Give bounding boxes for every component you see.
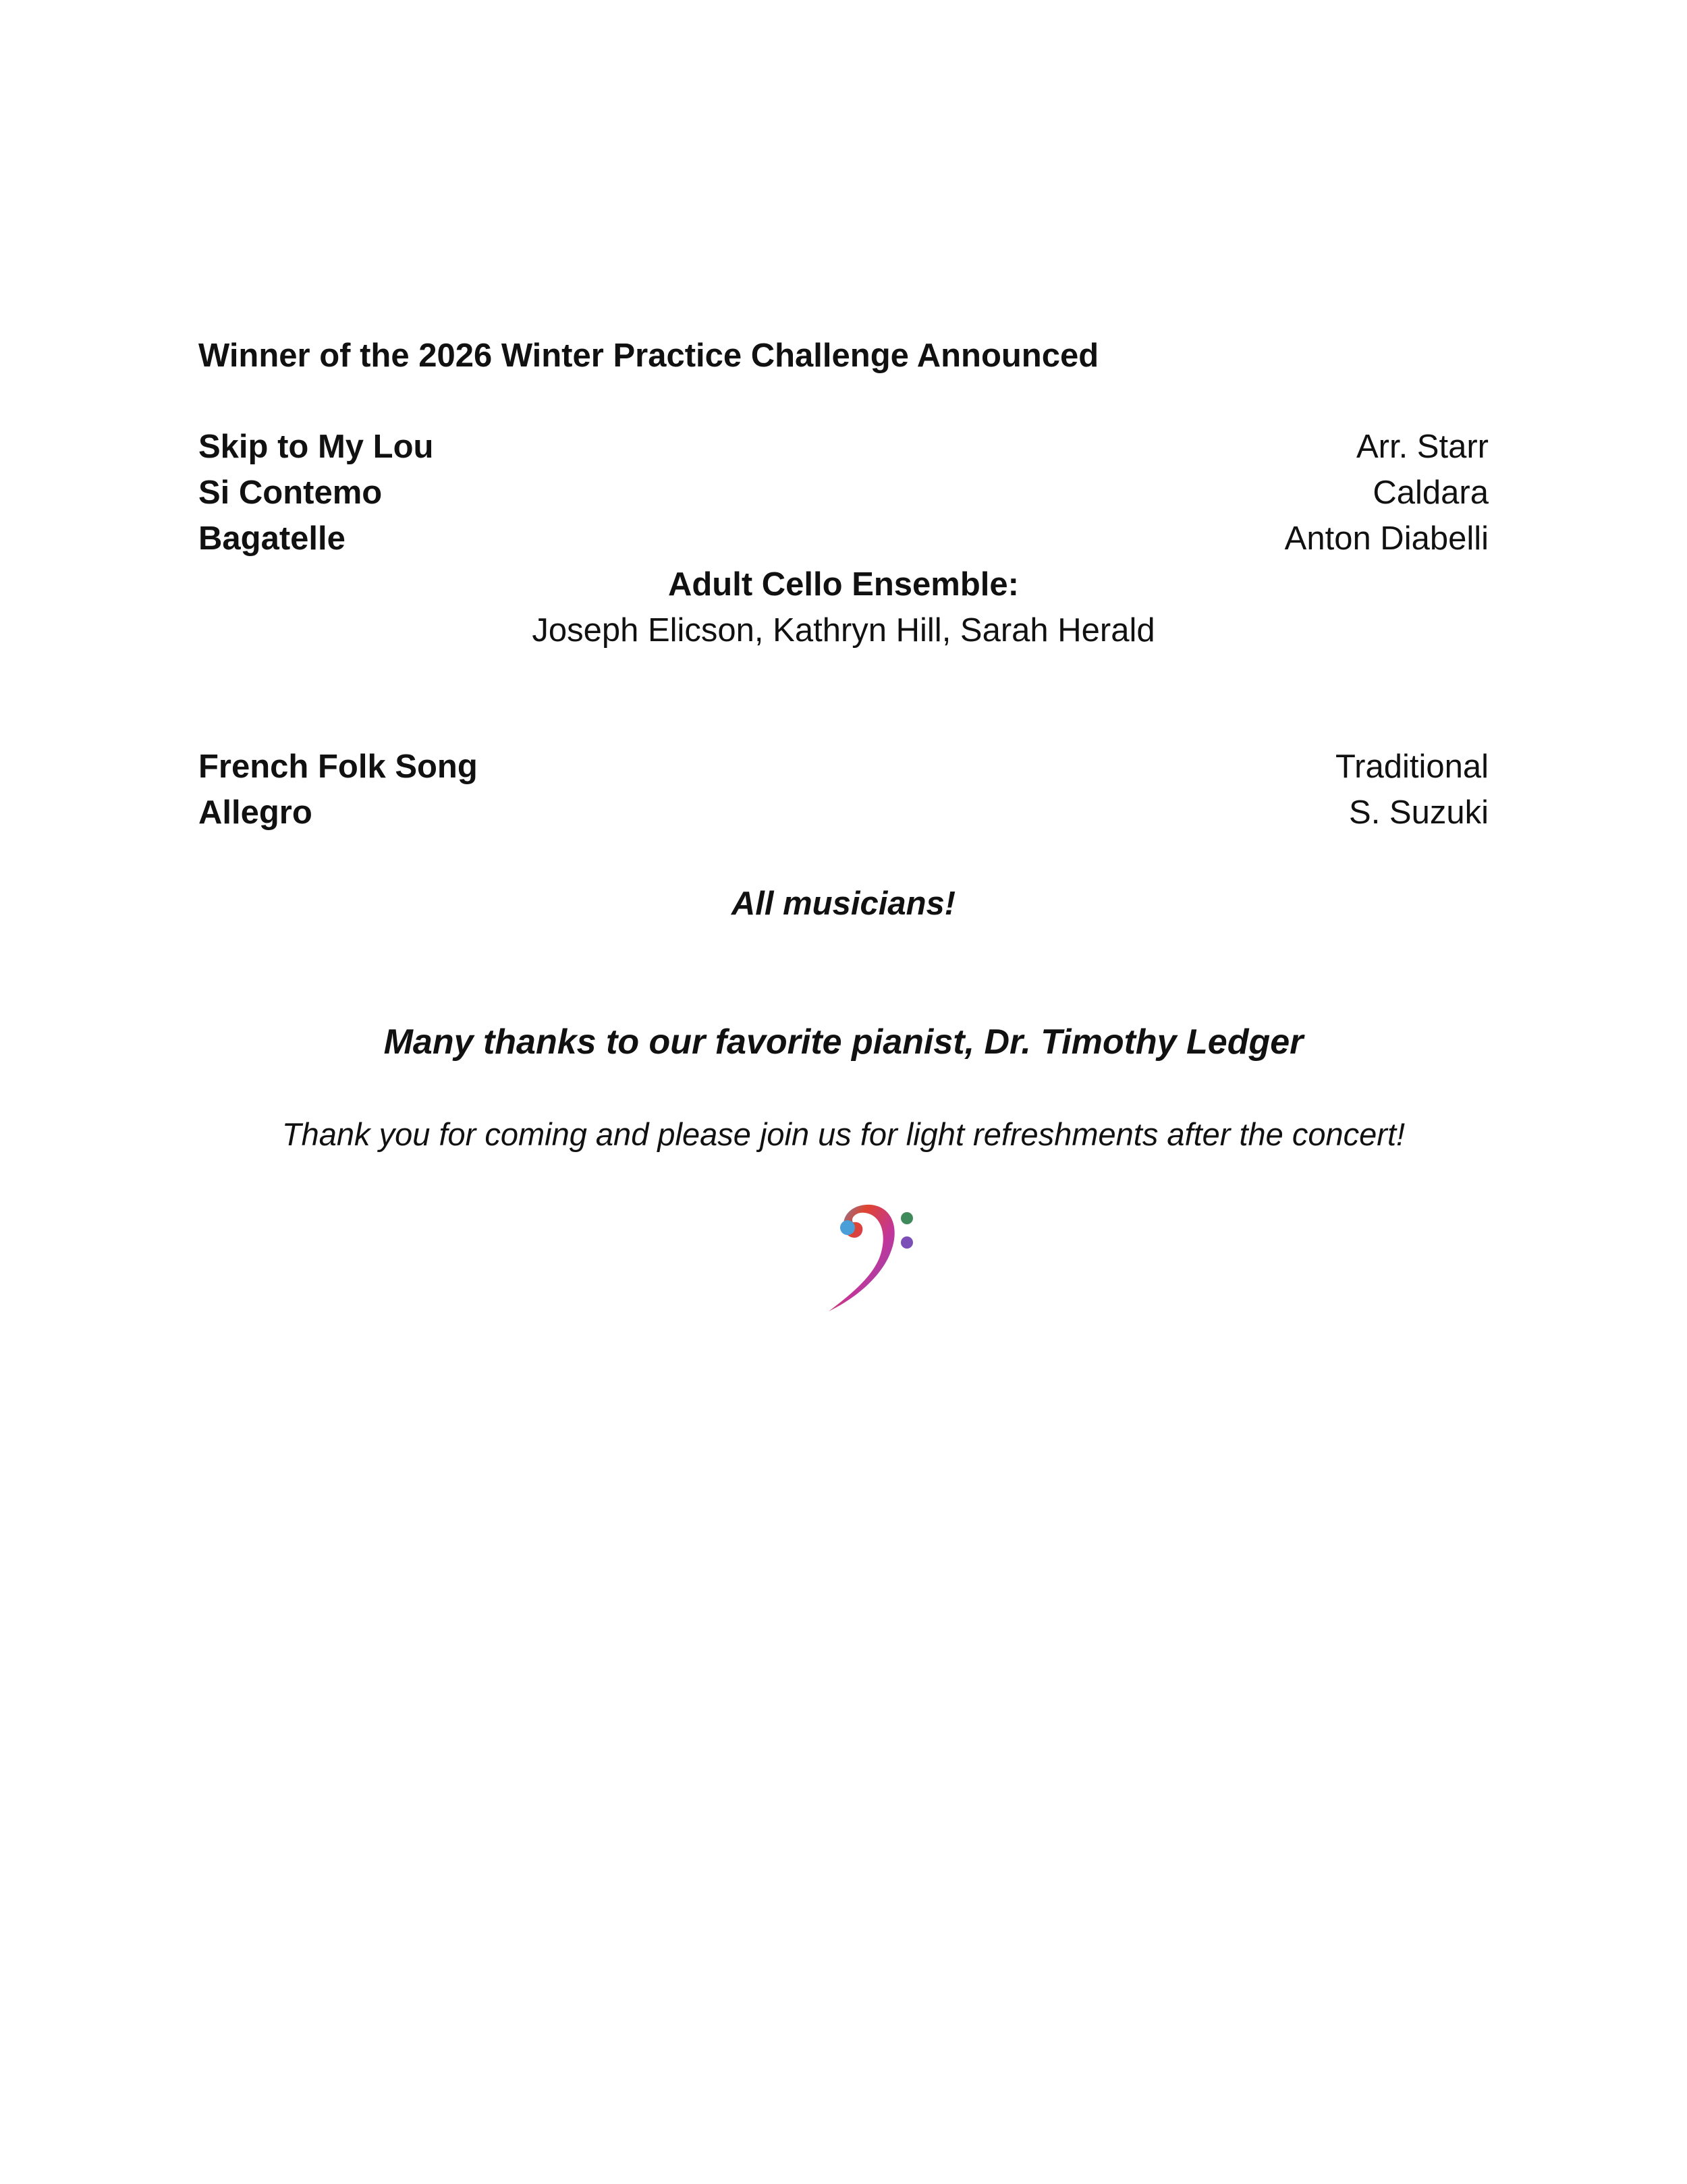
pianist-thanks: Many thanks to our favorite pianist, Dr. Timothy Ledger [383,1022,1304,1062]
piece-title: Allegro [198,794,312,831]
piece-composer: S. Suzuki [1349,794,1489,831]
all-musicians-note: All musicians! [731,885,956,922]
piece-title: Si Contemo [198,474,383,511]
ensemble-members: Joseph Elicson, Kathryn Hill, Sarah Herald [532,612,1155,649]
bass-clef-icon [823,1198,924,1313]
piece-composer: Anton Diabelli [1284,520,1489,557]
closing-thanks: Thank you for coming and please join us for light refreshments after the concert! [281,1116,1406,1152]
piece-composer: Traditional [1335,748,1489,785]
announcement-heading: Winner of the 2026 Winter Practice Challenge Announced [198,337,1099,374]
piece-title: Bagatelle [198,520,345,557]
piece-title: French Folk Song [198,748,478,785]
piece-composer: Caldara [1373,474,1489,511]
ensemble-title: Adult Cello Ensemble: [667,566,1019,603]
piece-title: Skip to My Lou [198,429,434,465]
piece-composer: Arr. Starr [1356,429,1489,465]
